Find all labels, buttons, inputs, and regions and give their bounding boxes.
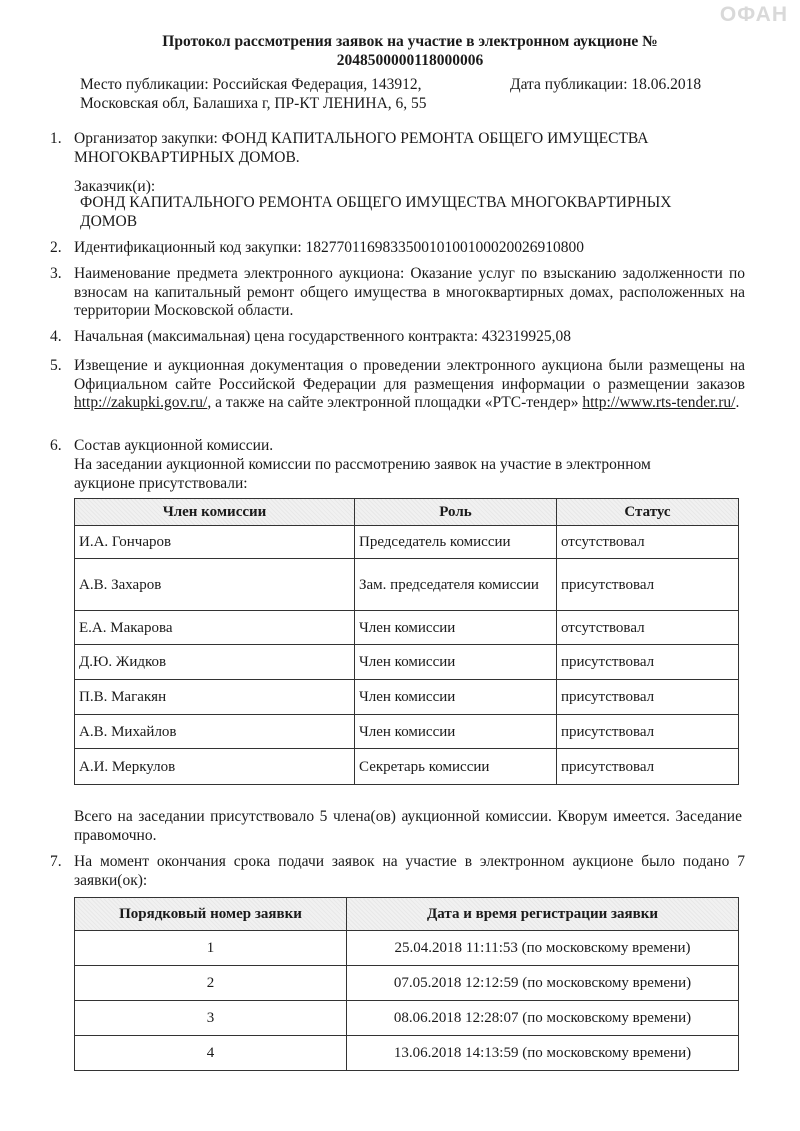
table-row [75, 715, 739, 749]
member-role: Член комиссии [355, 715, 557, 749]
table-header-row [75, 898, 739, 931]
item-2-text: Идентификационный код закупки: 182770116983350010100100020026910800 [74, 239, 584, 256]
rts-tender-link[interactable]: http://www.rts-tender.ru/ [582, 394, 736, 412]
item-1 [50, 130, 745, 167]
column-header: Порядковый номер заявки [75, 898, 347, 931]
item-5-text-c: . [735, 394, 740, 412]
table-row [75, 680, 739, 715]
member-name: П.В. Магакян [75, 680, 355, 715]
item-6-heading: Состав аукционной комиссии. [74, 437, 274, 454]
member-status: отсутствовал [557, 611, 739, 645]
bid-number: 3 [75, 1001, 347, 1036]
document-title: Протокол рассмотрения заявок на участие в электронном аукционе № 2048500000118000006 [162, 33, 658, 69]
item-3 [50, 265, 745, 321]
member-status: присутствовал [557, 559, 739, 611]
publication-place-line2: Московская обл, Балашиха г, ПР-КТ ЛЕНИНА, 6, 55 [80, 94, 427, 112]
item-3-text: Наименование предмета электронного аукциона: Оказание услуг по взысканию задолженности по взносам на капитальный ремонт общего имущества в многоквартирных домах, расположенных на территории Московской области. [74, 265, 745, 320]
item-4 [50, 328, 745, 347]
member-name: Е.А. Макарова [75, 611, 355, 645]
item-5-text-a: Извещение и аукционная документация о проведении электронного аукциона были размещены на Официальном сайте Российской Федерации для размещения информации о размещении заказов [74, 357, 745, 393]
customer-label: Заказчик(и): [74, 178, 156, 195]
member-role: Зам. председателя комиссии [355, 559, 557, 611]
publication-place [80, 76, 480, 113]
item-5-text [74, 357, 745, 413]
bid-datetime: 08.06.2018 12:28:07 (по московскому времени) [347, 1001, 739, 1036]
member-role: Председатель комиссии [355, 526, 557, 559]
member-name: А.В. Захаров [75, 559, 355, 611]
member-role: Член комиссии [355, 611, 557, 645]
commission-intro: На заседании аукционной комиссии по рассмотрению заявок на участие в электронном аукционе присутствовали: [74, 456, 651, 492]
publication-place-line1: Место публикации: Российская Федерация, 143912, [80, 76, 422, 93]
member-status: присутствовал [557, 645, 739, 680]
item-number: 5. [50, 357, 62, 374]
member-status: присутствовал [557, 715, 739, 749]
commission-table [74, 498, 739, 785]
table-header-row [75, 499, 739, 526]
item-2 [50, 239, 745, 258]
table-row [75, 966, 739, 1001]
item-5 [50, 357, 745, 413]
member-status: присутствовал [557, 749, 739, 785]
member-name: Д.Ю. Жидков [75, 645, 355, 680]
item-number: 2. [50, 239, 62, 256]
item-7 [50, 853, 745, 890]
item-1-text: Организатор закупки: ФОНД КАПИТАЛЬНОГО РЕМОНТА ОБЩЕГО ИМУЩЕСТВА МНОГОКВАРТИРНЫХ ДОМОВ. [74, 130, 649, 166]
item-number: 3. [50, 265, 62, 282]
publication-date: Дата публикации: 18.06.2018 [510, 76, 702, 93]
item-number: 6. [50, 437, 62, 454]
member-role: Секретарь комиссии [355, 749, 557, 785]
bids-table [74, 897, 739, 1071]
zakupki-link[interactable]: http://zakupki.gov.ru/ [74, 394, 208, 412]
item-6 [50, 437, 745, 456]
commission-summary: Всего на заседании присутствовало 5 члена(ов) аукционной комиссии. Кворум имеется. Заседание правомочно. [74, 808, 742, 844]
member-name: И.А. Гончаров [75, 526, 355, 559]
member-name: А.В. Михайлов [75, 715, 355, 749]
member-name: А.И. Меркулов [75, 749, 355, 785]
member-status: отсутствовал [557, 526, 739, 559]
customer-name: ФОНД КАПИТАЛЬНОГО РЕМОНТА ОБЩЕГО ИМУЩЕСТВА МНОГОКВАРТИРНЫХ ДОМОВ [80, 194, 672, 230]
item-7-text: На момент окончания срока подачи заявок на участие в электронном аукционе было подано 7 заявки(ок): [74, 853, 745, 889]
member-role: Член комиссии [355, 680, 557, 715]
item-4-text: Начальная (максимальная) цена государственного контракта: 432319925,08 [74, 328, 572, 345]
table-row [75, 1036, 739, 1071]
column-header: Член комиссии [75, 499, 355, 526]
table-row [75, 749, 739, 785]
watermark-logo: ОФАН [719, 3, 788, 26]
bid-number: 2 [75, 966, 347, 1001]
item-number: 1. [50, 130, 62, 147]
column-header: Статус [557, 499, 739, 526]
column-header: Дата и время регистрации заявки [347, 898, 739, 931]
item-5-text-b: , а также на сайте электронной площадки «РТС-тендер» [207, 394, 583, 412]
member-role: Член комиссии [355, 645, 557, 680]
item-number: 4. [50, 328, 62, 345]
member-status: присутствовал [557, 680, 739, 715]
table-row [75, 559, 739, 611]
table-row [75, 526, 739, 559]
bid-datetime: 13.06.2018 14:13:59 (по московскому времени) [347, 1036, 739, 1071]
item-number: 7. [50, 853, 62, 870]
bid-datetime: 07.05.2018 12:12:59 (по московскому времени) [347, 966, 739, 1001]
table-row [75, 1001, 739, 1036]
table-row [75, 931, 739, 966]
bid-datetime: 25.04.2018 11:11:53 (по московскому времени) [347, 931, 739, 966]
column-header: Роль [355, 499, 557, 526]
bid-number: 4 [75, 1036, 347, 1071]
table-row [75, 645, 739, 680]
bid-number: 1 [75, 931, 347, 966]
table-row [75, 611, 739, 645]
